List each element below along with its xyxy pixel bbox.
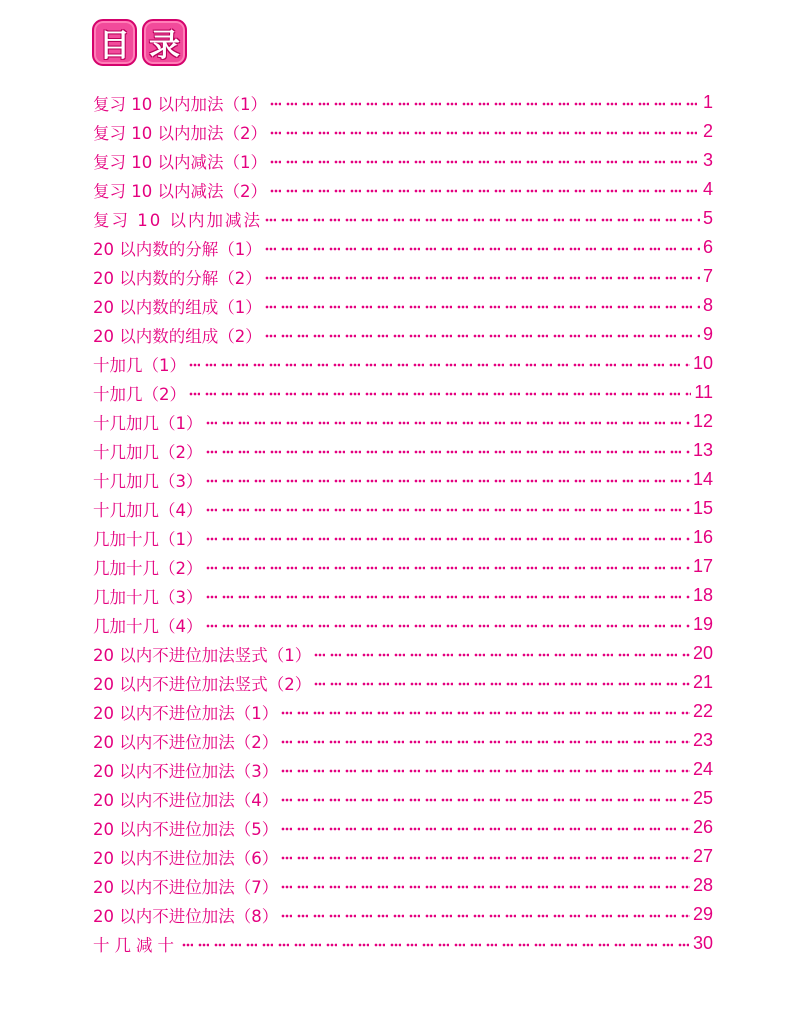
dot-leader [265, 276, 700, 280]
toc-entry-page-number: 21 [692, 672, 713, 692]
toc-entry-page-number: 25 [692, 788, 713, 808]
dot-leader [265, 247, 700, 251]
toc-entry-title: 复习 10 以内减法（1） [93, 152, 267, 172]
dot-leader [270, 160, 700, 164]
toc-entry-title: 20 以内不进位加法（6） [93, 848, 279, 868]
toc-entry-page-number: 16 [692, 527, 713, 547]
toc-entry[interactable] [93, 320, 713, 349]
toc-entry-title: 复习 10 以内加减法 [93, 210, 262, 230]
dot-leader [206, 624, 690, 628]
toc-entry[interactable] [93, 552, 713, 581]
toc-entry[interactable] [93, 929, 713, 958]
toc-entry-title: 十几加几（4） [93, 500, 203, 520]
toc-entry-title: 几加十几（4） [93, 616, 203, 636]
dot-leader [314, 653, 690, 657]
dot-leader [281, 885, 690, 889]
toc-entry-title: 20 以内不进位加法（7） [93, 877, 279, 897]
toc-entry-title: 几加十几（3） [93, 587, 203, 607]
dot-leader [189, 363, 690, 367]
toc-entry[interactable] [93, 842, 713, 871]
toc-entry[interactable] [93, 204, 713, 233]
toc-heading [92, 19, 187, 66]
toc-entry[interactable] [93, 378, 713, 407]
dot-leader [206, 421, 690, 425]
dot-leader [182, 943, 690, 947]
dot-leader [206, 537, 690, 541]
toc-entry-page-number: 24 [692, 759, 713, 779]
toc-entry[interactable] [93, 175, 713, 204]
toc-entry-title: 复习 10 以内减法（2） [93, 181, 267, 201]
dot-leader [270, 102, 700, 106]
toc-entry-page-number: 14 [692, 469, 713, 489]
toc-entry-title: 20 以内数的组成（2） [93, 326, 262, 346]
toc-entry-page-number: 19 [692, 614, 713, 634]
toc-entry-title: 几加十几（1） [93, 529, 203, 549]
dot-leader [206, 450, 690, 454]
dot-leader [206, 508, 690, 512]
toc-entry[interactable] [93, 610, 713, 639]
toc-entry[interactable] [93, 407, 713, 436]
toc-entry-title: 十加几（2） [93, 384, 186, 404]
toc-entry[interactable] [93, 465, 713, 494]
dot-leader [281, 798, 690, 802]
dot-leader [281, 914, 690, 918]
toc-entry-page-number: 3 [702, 150, 713, 170]
dot-leader [265, 305, 700, 309]
dot-leader [270, 189, 700, 193]
toc-entry-page-number: 30 [692, 933, 713, 953]
toc-entry-title: 20 以内不进位加法（4） [93, 790, 279, 810]
dot-leader [281, 740, 690, 744]
heading-char-mu: 目 [92, 19, 137, 66]
dot-leader [189, 392, 691, 396]
toc-entry-title: 20 以内不进位加法（1） [93, 703, 279, 723]
toc-entry[interactable] [93, 233, 713, 262]
dot-leader [281, 711, 690, 715]
toc-entry-title: 20 以内不进位加法竖式（2） [93, 674, 312, 694]
dot-leader [206, 479, 690, 483]
toc-entry-page-number: 11 [694, 382, 713, 402]
toc-entry-page-number: 13 [692, 440, 713, 460]
toc-entry-page-number: 10 [692, 353, 713, 373]
dot-leader [206, 566, 690, 570]
dot-leader [265, 218, 700, 222]
toc-entry[interactable] [93, 349, 713, 378]
toc-entry[interactable] [93, 117, 713, 146]
toc-entry-page-number: 28 [692, 875, 713, 895]
toc-entry[interactable] [93, 697, 713, 726]
dot-leader [314, 682, 690, 686]
toc-entry[interactable] [93, 494, 713, 523]
toc-entry[interactable] [93, 813, 713, 842]
toc-entry-page-number: 6 [702, 237, 713, 257]
toc-entry-page-number: 18 [692, 585, 713, 605]
toc-entry[interactable] [93, 436, 713, 465]
toc-entry[interactable] [93, 262, 713, 291]
toc-entry[interactable] [93, 871, 713, 900]
toc-entry-page-number: 27 [692, 846, 713, 866]
toc-entry-title: 20 以内数的分解（2） [93, 268, 262, 288]
toc-entry-title: 几加十几（2） [93, 558, 203, 578]
toc-entry[interactable] [93, 784, 713, 813]
heading-char-lu: 录 [142, 19, 187, 66]
toc-entry-title: 十几减十 [93, 935, 179, 955]
toc-entry-page-number: 12 [692, 411, 713, 431]
toc-entry-page-number: 20 [692, 643, 713, 663]
toc-entry-page-number: 8 [702, 295, 713, 315]
toc-entry-title: 20 以内不进位加法（3） [93, 761, 279, 781]
toc-entry-title: 20 以内不进位加法（5） [93, 819, 279, 839]
table-of-contents [93, 88, 713, 958]
toc-entry-page-number: 22 [692, 701, 713, 721]
toc-entry[interactable] [93, 639, 713, 668]
toc-entry-page-number: 7 [702, 266, 713, 286]
dot-leader [281, 769, 690, 773]
dot-leader [281, 827, 690, 831]
toc-entry-title: 20 以内数的分解（1） [93, 239, 262, 259]
toc-entry[interactable] [93, 291, 713, 320]
toc-entry-page-number: 17 [692, 556, 713, 576]
toc-entry[interactable] [93, 726, 713, 755]
toc-entry-page-number: 5 [702, 208, 713, 228]
toc-entry[interactable] [93, 581, 713, 610]
dot-leader [270, 131, 700, 135]
dot-leader [265, 334, 700, 338]
toc-entry-page-number: 4 [702, 179, 713, 199]
dot-leader [281, 856, 690, 860]
toc-entry[interactable] [93, 668, 713, 697]
toc-entry-page-number: 29 [692, 904, 713, 924]
toc-entry-title: 20 以内不进位加法（2） [93, 732, 279, 752]
toc-entry-page-number: 15 [692, 498, 713, 518]
toc-entry[interactable] [93, 523, 713, 552]
toc-entry-page-number: 2 [702, 121, 713, 141]
toc-entry-title: 复习 10 以内加法（2） [93, 123, 267, 143]
toc-entry[interactable] [93, 88, 713, 117]
toc-entry[interactable] [93, 900, 713, 929]
toc-entry-title: 十加几（1） [93, 355, 186, 375]
toc-entry-title: 20 以内数的组成（1） [93, 297, 262, 317]
toc-entry-title: 20 以内不进位加法（8） [93, 906, 279, 926]
dot-leader [206, 595, 690, 599]
toc-entry-title: 20 以内不进位加法竖式（1） [93, 645, 312, 665]
toc-entry-page-number: 26 [692, 817, 713, 837]
toc-entry-title: 十几加几（2） [93, 442, 203, 462]
toc-entry-title: 十几加几（1） [93, 413, 203, 433]
toc-entry-page-number: 9 [702, 324, 713, 344]
toc-entry-page-number: 1 [702, 92, 713, 112]
toc-entry[interactable] [93, 755, 713, 784]
toc-entry-title: 十几加几（3） [93, 471, 203, 491]
toc-entry[interactable] [93, 146, 713, 175]
toc-entry-page-number: 23 [692, 730, 713, 750]
toc-entry-title: 复习 10 以内加法（1） [93, 94, 267, 114]
